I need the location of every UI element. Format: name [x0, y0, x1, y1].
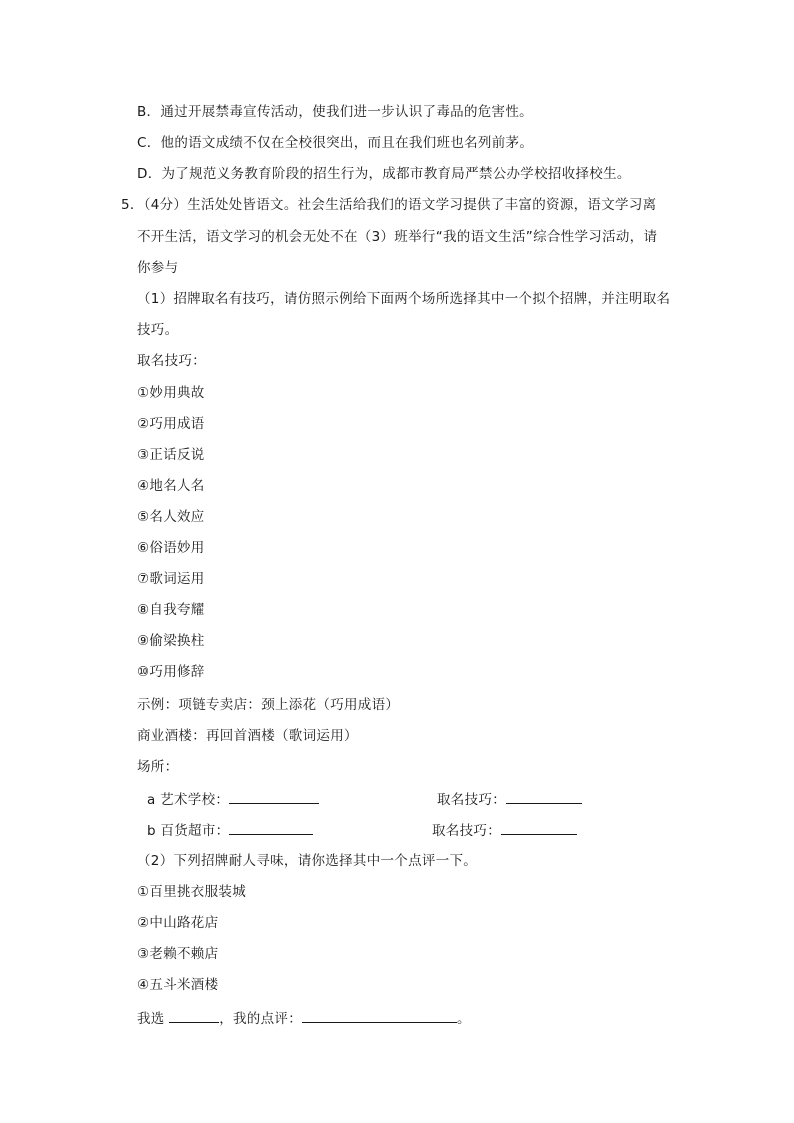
answer-row	[137, 1008, 471, 1029]
comment-label: ，我的点评：	[219, 1011, 303, 1027]
sign-item: ④五斗米酒楼	[137, 977, 219, 993]
sign-item: ③老赖不赖店	[137, 946, 219, 962]
technique-item: ④地名人名	[137, 478, 205, 494]
technique-item: ⑨偷梁换柱	[137, 633, 205, 649]
place-b-technique-row	[432, 820, 577, 841]
technique-item: ⑧自我夸耀	[137, 602, 205, 618]
place-a-technique-label: 取名技巧：	[437, 792, 506, 808]
choice-blank[interactable]	[169, 1008, 219, 1023]
comment-blank[interactable]	[302, 1008, 457, 1023]
techniques-title: 取名技巧：	[137, 353, 206, 369]
place-a-answer-blank[interactable]	[229, 789, 319, 804]
question-5-stem-line-2: 不开生活，语文学习的机会无处不在（3）班举行“我的语文生活”综合性学习活动，请	[137, 229, 658, 245]
technique-item: ⑤名人效应	[137, 509, 205, 525]
option-d: D．为了规范义务教育阶段的招生行为，成都市教育局严禁公办学校招收择校生。	[137, 166, 631, 182]
example-line-1: 示例：项链专卖店：颈上添花（巧用成语）	[137, 697, 400, 713]
technique-item: ⑩巧用修辞	[137, 664, 205, 680]
part-1-prompt-line-1: （1）招牌取名有技巧，请仿照示例给下面两个场所选择其中一个拟个招牌，并注明取名	[137, 291, 671, 307]
choose-label: 我选	[137, 1011, 165, 1027]
place-a-technique-blank[interactable]	[506, 789, 582, 804]
part-2-prompt: （2）下列招牌耐人寻味，请你选择其中一个点评一下。	[137, 853, 478, 869]
technique-item: ①妙用典故	[137, 385, 205, 401]
option-b: B．通过开展禁毒宣传活动，使我们进一步认识了毒品的危害性。	[137, 104, 533, 120]
sign-item: ②中山路花店	[137, 915, 219, 931]
question-5-stem-line-3: 你参与	[137, 260, 179, 276]
example-line-2: 商业酒楼：再回首酒楼（歌词运用）	[137, 728, 358, 744]
places-title: 场所：	[137, 759, 179, 775]
place-a-row	[147, 789, 319, 810]
option-c: C．他的语文成绩不仅在全校很突出，而且在我们班也名列前茅。	[137, 135, 534, 151]
place-b-row	[147, 820, 313, 841]
place-b-label: b 百货超市：	[147, 823, 230, 839]
place-b-answer-blank[interactable]	[229, 820, 313, 835]
technique-item: ⑦歌词运用	[137, 571, 205, 587]
question-5-stem-line-1: 5．（4分）生活处处皆语文。社会生活给我们的语文学习提供了丰富的资源，语文学习离	[121, 197, 657, 213]
place-b-technique-label: 取名技巧：	[432, 823, 501, 839]
technique-item: ⑥俗语妙用	[137, 540, 205, 556]
place-a-label: a 艺术学校：	[147, 792, 230, 808]
place-a-technique-row	[437, 789, 582, 810]
technique-item: ②巧用成语	[137, 416, 205, 432]
end-mark: 。	[457, 1011, 471, 1027]
technique-item: ③正话反说	[137, 447, 205, 463]
sign-item: ①百里挑衣服装城	[137, 884, 247, 900]
part-1-prompt-line-2: 技巧。	[137, 322, 179, 338]
place-b-technique-blank[interactable]	[501, 820, 577, 835]
